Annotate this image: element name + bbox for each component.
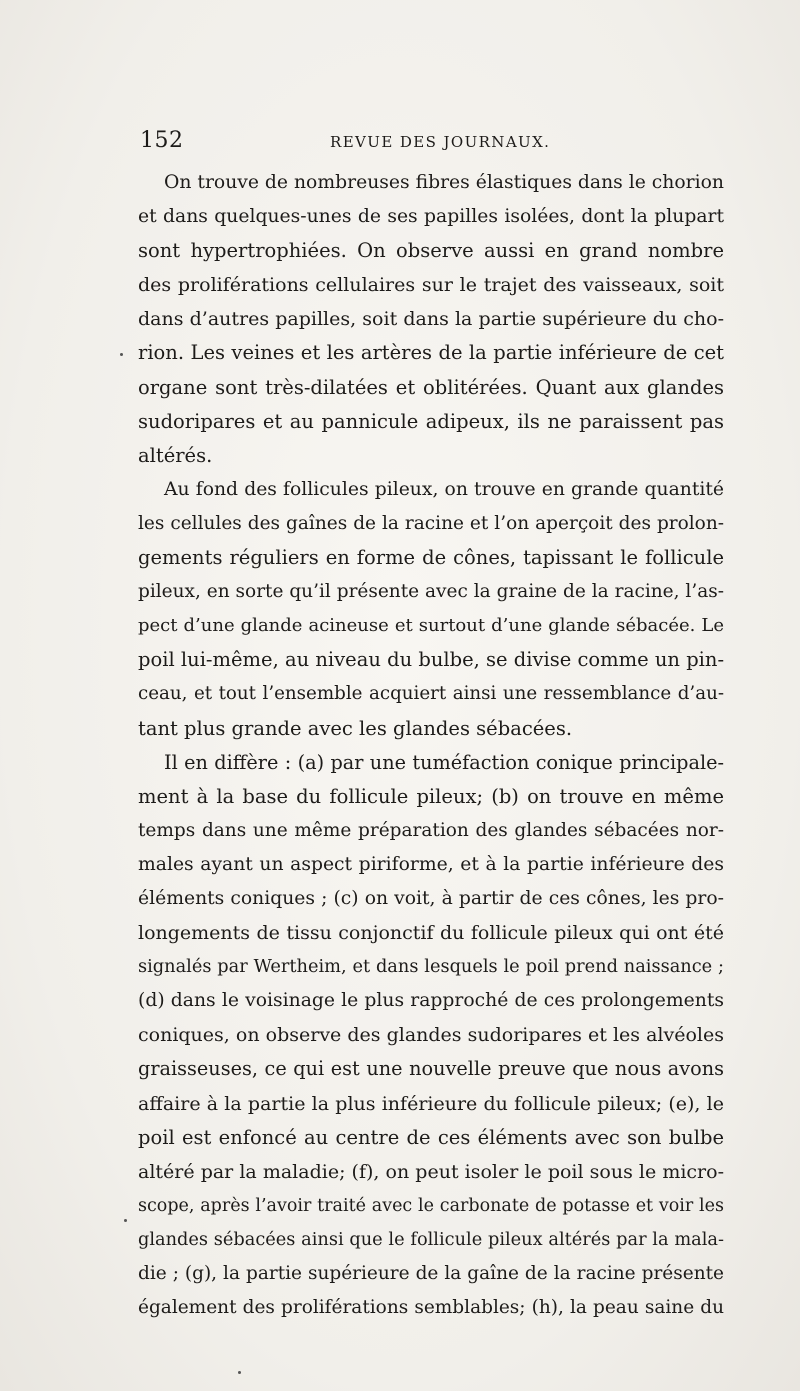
text-line: tant plus grande avec les glandes sébacées. bbox=[138, 716, 573, 740]
page-speck bbox=[124, 1219, 127, 1222]
text-line: des proliférations cellulaires sur le trajet des vaisseaux, soit bbox=[138, 274, 724, 297]
text-line: signalés par Wertheim, et dans lesquels le poil prend naissance ; bbox=[138, 957, 724, 978]
text-line: gements réguliers en forme de cônes, tapissant le follicule bbox=[138, 546, 724, 570]
text-line: dans d’autres papilles, soit dans la partie supérieure du cho- bbox=[138, 308, 724, 331]
text-line: sudoripares et au pannicule adipeux, ils ne paraissent pas bbox=[138, 409, 724, 433]
text-line: poil lui-même, au niveau du bulbe, se divise comme un pin- bbox=[138, 648, 724, 672]
text-line: rion. Les veines et les artères de la partie inférieure de cet bbox=[138, 341, 724, 365]
text-line: temps dans une même préparation des glandes sébacées nor- bbox=[138, 819, 724, 841]
body-text bbox=[138, 166, 724, 1325]
text-line: altérés. bbox=[138, 443, 213, 467]
text-line: également des proliférations semblables; (h), la peau saine du bbox=[138, 1297, 724, 1319]
page-speck bbox=[120, 353, 123, 356]
running-head: REVUE DES JOURNAUX. bbox=[330, 133, 551, 151]
text-line: glandes sébacées ainsi que le follicule pileux altérés par la mala- bbox=[138, 1229, 724, 1250]
text-line: les cellules des gaînes de la racine et l’on aperçoit des prolon- bbox=[138, 512, 724, 534]
text-line: pileux, en sorte qu’il présente avec la graine de la racine, l’as- bbox=[138, 581, 724, 603]
page-number: 152 bbox=[140, 128, 184, 153]
text-line: ceau, et tout l’ensemble acquiert ainsi une ressemblance d’au- bbox=[138, 683, 724, 705]
page-header bbox=[140, 128, 720, 160]
text-line: éléments coniques ; (c) on voit, à partir de ces cônes, les pro- bbox=[138, 887, 724, 909]
text-line: et dans quelques-unes de ses papilles isolées, dont la plupart bbox=[138, 206, 724, 228]
page-speck bbox=[238, 1371, 241, 1374]
text-line: males ayant un aspect piriforme, et à la partie inférieure des bbox=[138, 853, 724, 875]
text-line: Il en diffère : (a) par une tuméfaction conique principale- bbox=[164, 750, 724, 774]
text-line: Au fond des follicules pileux, on trouve en grande quantité bbox=[164, 478, 724, 500]
text-line: affaire à la partie la plus inférieure du follicule pileux; (e), le bbox=[138, 1092, 724, 1115]
text-line: organe sont très-dilatées et oblitérées. Quant aux glandes bbox=[138, 375, 724, 399]
text-line: sont hypertrophiées. On observe aussi en grand nombre bbox=[138, 239, 724, 263]
text-line: altéré par la maladie; (f), on peut isoler le poil sous le micro- bbox=[138, 1160, 724, 1183]
text-line: coniques, on observe des glandes sudoripares et les alvéoles bbox=[138, 1024, 724, 1047]
text-line: graisseuses, ce qui est une nouvelle preuve que nous avons bbox=[138, 1057, 724, 1081]
text-line: scope, après l’avoir traité avec le carbonate de potasse et voir les bbox=[138, 1195, 724, 1216]
text-line: poil est enfoncé au centre de ces éléments avec son bulbe bbox=[138, 1125, 724, 1149]
text-line: die ; (g), la partie supérieure de la gaîne de la racine présente bbox=[138, 1263, 724, 1284]
text-line: On trouve de nombreuses fibres élastiques dans le chorion bbox=[164, 172, 724, 193]
text-line: ment à la base du follicule pileux; (b) on trouve en même bbox=[138, 784, 724, 808]
text-line: pect d’une glande acineuse et surtout d’une glande sébacée. Le bbox=[138, 615, 724, 637]
text-line: longements de tissu conjonctif du follicule pileux qui ont été bbox=[138, 922, 724, 945]
text-line: (d) dans le voisinage le plus rapproché de ces prolongements bbox=[138, 990, 724, 1012]
